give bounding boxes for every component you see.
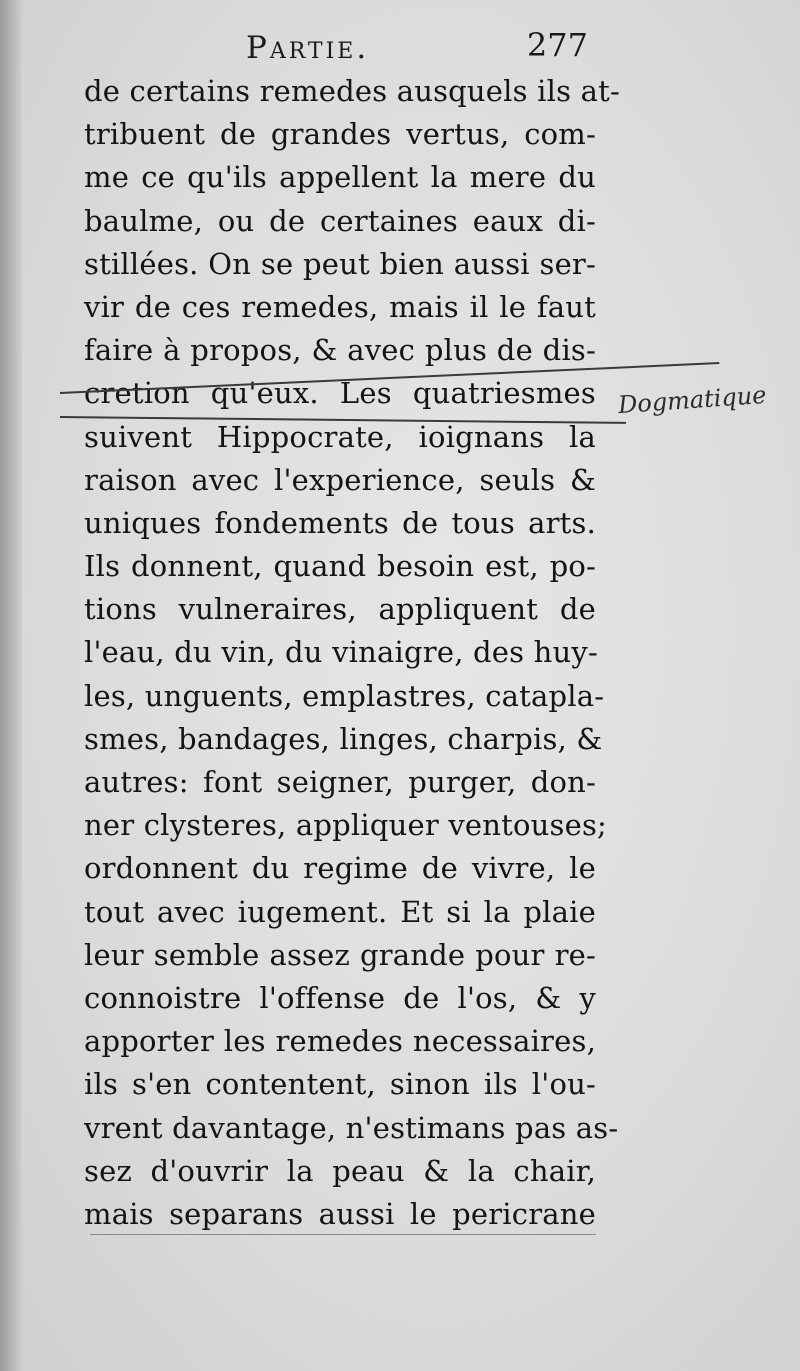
text-line: autres: font seigner, purger, don-: [84, 765, 596, 799]
text-line: ils s'en contentent, sinon ils l'ou-: [84, 1067, 596, 1102]
body-text: [84, 70, 620, 1236]
text-line: uniques fondements de tous arts.: [84, 505, 596, 540]
text-line: vrent davantage, n'estimans pas as-: [84, 1110, 619, 1145]
page-header: [84, 26, 594, 70]
text-line: vir de ces remedes, mais il le faut: [84, 289, 596, 324]
page-number: 277: [526, 26, 588, 64]
text-line: tout avec iugement. Et si la plaie: [84, 894, 596, 929]
bottom-rule: [90, 1234, 596, 1235]
text-line: connoistre l'offense de l'os, & y: [84, 980, 596, 1015]
margin-annotation: Dogmatique: [617, 380, 768, 420]
text-line: cretion qu'eux. Les quatriesmes: [84, 376, 596, 411]
text-line: faire à propos, & avec plus de dis-: [84, 333, 596, 368]
text-line: leur semble assez grande pour re-: [84, 937, 596, 972]
text-line: raison avec l'experience, seuls &: [84, 462, 596, 497]
text-line: de certains remedes ausquels ils at-: [84, 74, 620, 108]
text-line: tribuent de grandes vertus, com-: [84, 117, 596, 152]
text-line: me ce qu'ils appellent la mere du: [84, 160, 596, 195]
text-line: l'eau, du vin, du vinaigre, des huy-: [84, 635, 598, 670]
running-head: Partie.: [246, 30, 370, 66]
text-line: Ils donnent, quand besoin est, po-: [84, 549, 596, 584]
text-line: apporter les remedes necessaires,: [84, 1024, 596, 1059]
text-line: tions vulneraires, appliquent de: [84, 592, 596, 627]
text-line: suivent Hippocrate, ioignans la: [84, 419, 596, 454]
page-gutter: [0, 0, 22, 1371]
text-line: baulme, ou de certaines eaux di-: [84, 203, 596, 238]
text-line: sez d'ouvrir la peau & la chair,: [84, 1153, 596, 1188]
text-line: ner clysteres, appliquer ventouses;: [84, 808, 608, 843]
text-line: stillées. On se peut bien aussi ser-: [84, 246, 596, 281]
text-line: les, unguents, emplastres, catapla-: [84, 678, 605, 713]
text-line: mais separans aussi le pericrane: [84, 1196, 596, 1231]
text-line: ordonnent du regime de vivre, le: [84, 851, 596, 886]
text-line: smes, bandages, linges, charpis, &: [84, 721, 603, 756]
